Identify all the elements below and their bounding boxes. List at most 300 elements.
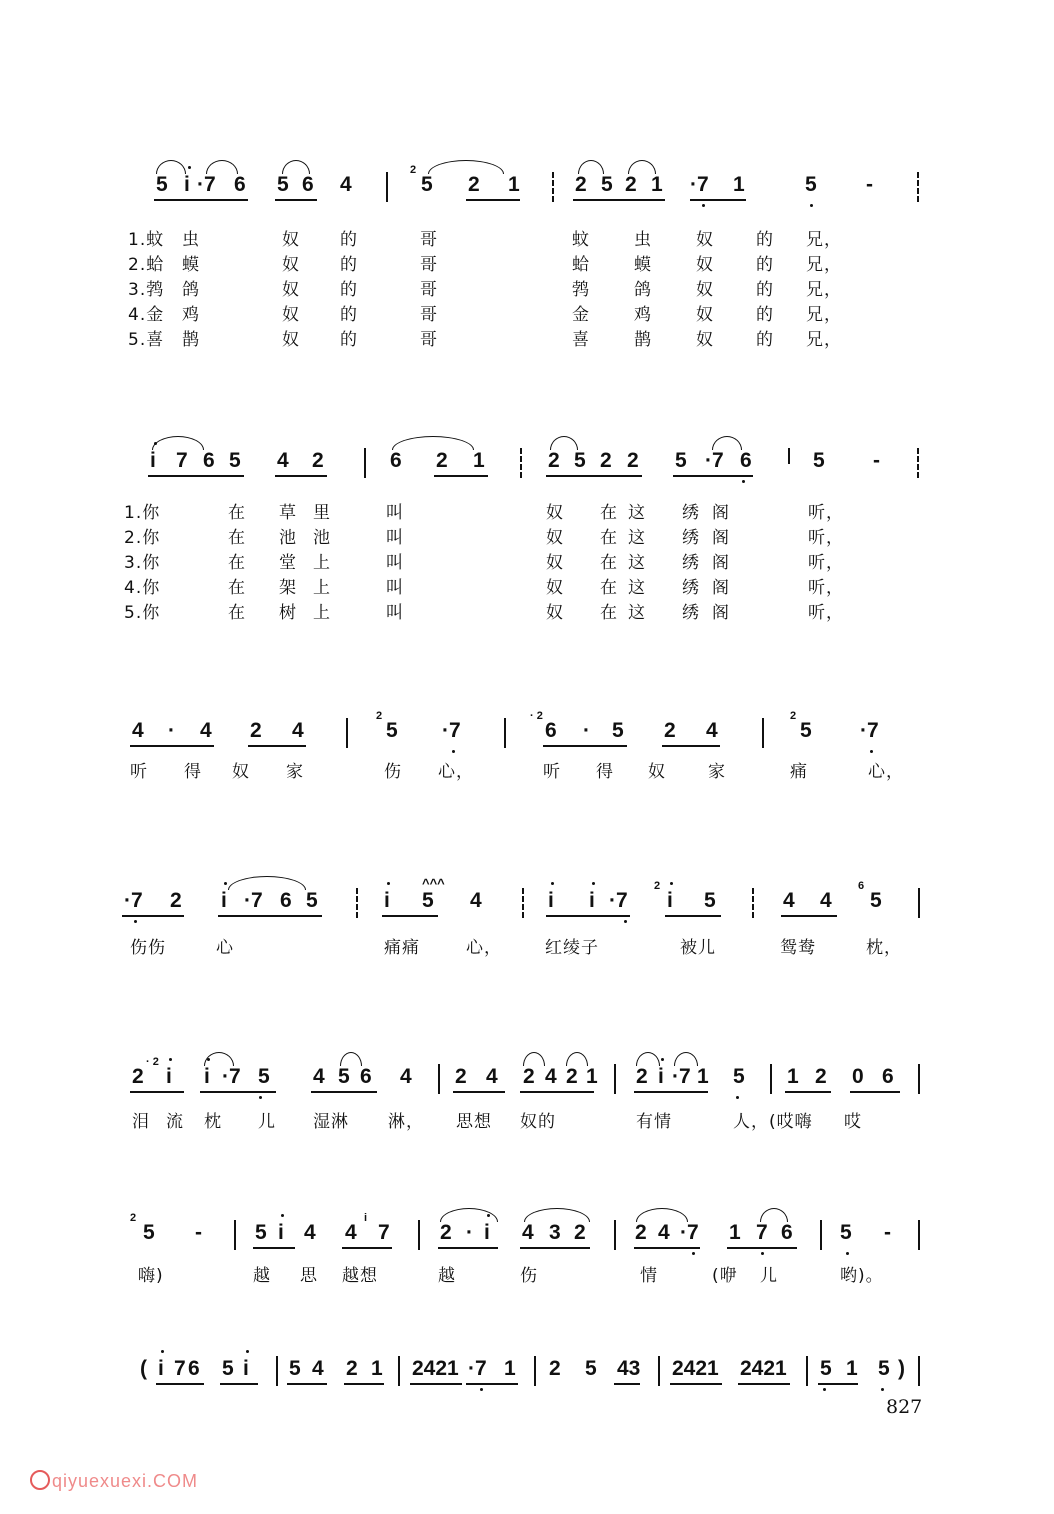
beam bbox=[122, 915, 184, 917]
lyric-syllable: 痛 bbox=[790, 762, 808, 782]
lyric-syllable: 哥 bbox=[420, 305, 438, 325]
octave-dot bbox=[246, 1350, 249, 1353]
beam bbox=[434, 475, 488, 477]
note: ·7 bbox=[468, 1357, 487, 1380]
octave-dot-low bbox=[259, 1096, 262, 1099]
lyric-syllable: 奴 bbox=[546, 553, 564, 573]
note: i bbox=[243, 1357, 249, 1380]
note: i bbox=[548, 889, 554, 912]
barline bbox=[658, 1356, 660, 1386]
lyric-syllable: 哥 bbox=[420, 330, 438, 350]
note: ·7 bbox=[672, 1065, 691, 1088]
lyric-syllable: 5.你 bbox=[124, 603, 161, 623]
lyric-syllable: 兄， bbox=[806, 305, 842, 325]
note: 1 bbox=[586, 1065, 598, 1088]
lyric-syllable: 在 bbox=[228, 528, 246, 548]
lyric-syllable: 痛痛 bbox=[384, 938, 420, 958]
lyric-syllable: 流 bbox=[166, 1112, 184, 1132]
lyric-syllable: 上 bbox=[313, 553, 331, 573]
lyric-syllable: 听， bbox=[808, 603, 844, 623]
lyric-syllable: (咿 bbox=[712, 1266, 738, 1286]
barline bbox=[346, 718, 348, 748]
note: 1 bbox=[473, 449, 485, 472]
lyric-syllable: 绣 bbox=[682, 603, 700, 623]
barline bbox=[398, 1356, 400, 1386]
barline bbox=[918, 1356, 920, 1386]
octave-dot-low bbox=[881, 1388, 884, 1391]
lyric-syllable: 心， bbox=[438, 762, 474, 782]
beam bbox=[410, 1383, 462, 1385]
lyric-syllable: 叫 bbox=[386, 603, 404, 623]
note: 5 bbox=[421, 173, 433, 196]
barline bbox=[418, 1220, 420, 1250]
note: · bbox=[583, 719, 590, 742]
lyric-syllable: 叫 bbox=[386, 503, 404, 523]
beam bbox=[148, 475, 244, 477]
lyric-syllable: 听， bbox=[808, 528, 844, 548]
note: 5 bbox=[574, 449, 586, 472]
octave-dot bbox=[169, 1058, 172, 1061]
lyric-syllable: 心， bbox=[868, 762, 904, 782]
lyric-syllable: 在 bbox=[228, 578, 246, 598]
octave-dot-low bbox=[702, 204, 705, 207]
note: ·7 bbox=[690, 173, 709, 196]
note: 5 bbox=[585, 1357, 597, 1380]
beam bbox=[311, 1091, 377, 1093]
octave-dot bbox=[551, 882, 554, 885]
note: 2 bbox=[625, 173, 637, 196]
note: 5 bbox=[870, 889, 882, 912]
octave-dot bbox=[224, 882, 227, 885]
note: 4 bbox=[313, 1065, 325, 1088]
lyric-syllable: 伤伤 bbox=[130, 938, 166, 958]
lyric-syllable: 绣 bbox=[682, 503, 700, 523]
slur bbox=[206, 160, 238, 174]
beam bbox=[275, 475, 327, 477]
lyric-syllable: 鹁 bbox=[572, 280, 590, 300]
lyric-syllable: 伤 bbox=[520, 1266, 538, 1286]
grace-note: 2 bbox=[410, 164, 417, 176]
note: · bbox=[168, 719, 175, 742]
note: 5 bbox=[222, 1357, 234, 1380]
barline bbox=[552, 172, 554, 202]
lyric-syllable: 哟)。 bbox=[840, 1266, 884, 1286]
note: 4 bbox=[486, 1065, 498, 1088]
slur bbox=[392, 436, 474, 450]
grace-note: 2 bbox=[130, 1212, 137, 1224]
beam bbox=[673, 475, 753, 477]
lyric-syllable: 鹊 bbox=[634, 330, 652, 350]
lyric-syllable: 虫 bbox=[634, 230, 652, 250]
octave-dot bbox=[661, 1058, 664, 1061]
lyric-syllable: 哥 bbox=[420, 255, 438, 275]
staff-line-7 bbox=[0, 1344, 1054, 1400]
beam bbox=[275, 199, 317, 201]
note: 2 bbox=[468, 173, 480, 196]
octave-dot bbox=[670, 882, 673, 885]
lyric-syllable: 奴 bbox=[696, 280, 714, 300]
lyric-syllable: 的 bbox=[340, 330, 358, 350]
lyric-syllable: 阁 bbox=[712, 578, 730, 598]
lyric-syllable: 心， bbox=[466, 938, 502, 958]
lyric-syllable: 红绫子 bbox=[545, 938, 599, 958]
note: 5 bbox=[820, 1357, 832, 1380]
barline bbox=[614, 1220, 616, 1250]
lyric-syllable: 泪 bbox=[132, 1112, 150, 1132]
beam bbox=[670, 1383, 722, 1385]
lyric-syllable: 家 bbox=[286, 762, 304, 782]
lyric-syllable: 绣 bbox=[682, 553, 700, 573]
lyric-syllable: 的 bbox=[340, 230, 358, 250]
lyric-syllable: 越想 bbox=[342, 1266, 378, 1286]
lyric-syllable: 兄， bbox=[806, 255, 842, 275]
beam bbox=[466, 1383, 518, 1385]
octave-dot-low bbox=[736, 1096, 739, 1099]
lyric-syllable: 心 bbox=[216, 938, 234, 958]
note: ·7 bbox=[705, 449, 724, 472]
beam bbox=[665, 915, 721, 917]
barline bbox=[364, 448, 366, 478]
lyric-syllable: 思想 bbox=[456, 1112, 492, 1132]
note: 4 bbox=[277, 449, 289, 472]
note: 5 bbox=[601, 173, 613, 196]
note: i bbox=[166, 1065, 172, 1088]
beam bbox=[781, 915, 837, 917]
lyric-syllable: 淋， bbox=[388, 1112, 424, 1132]
lyric-syllable: 绣 bbox=[682, 578, 700, 598]
octave-dot-low bbox=[624, 920, 627, 923]
note: i bbox=[384, 889, 390, 912]
slur bbox=[523, 1052, 545, 1066]
barline bbox=[770, 1064, 772, 1094]
lyric-syllable: 这 bbox=[628, 578, 646, 598]
lyric-syllable: 2.你 bbox=[124, 528, 161, 548]
octave-dot-low bbox=[810, 204, 813, 207]
watermark-text: qiyuexuexi.COM bbox=[52, 1471, 199, 1491]
trill-mark: ^^^ bbox=[422, 876, 445, 891]
note: 2 bbox=[440, 1221, 452, 1244]
lyric-syllable: 奴 bbox=[546, 603, 564, 623]
octave-dot-low bbox=[134, 920, 137, 923]
note: 7 bbox=[176, 449, 188, 472]
beam bbox=[453, 1091, 505, 1093]
note: 4 bbox=[200, 719, 212, 742]
octave-dot-low bbox=[692, 1252, 695, 1255]
octave-dot bbox=[487, 1214, 490, 1217]
note: 6 bbox=[882, 1065, 894, 1088]
note: · bbox=[466, 1221, 473, 1244]
note: 5 bbox=[277, 173, 289, 196]
lyric-syllable: 的 bbox=[340, 280, 358, 300]
lyric-syllable: 在 bbox=[228, 553, 246, 573]
lyric-syllable: 得 bbox=[184, 762, 202, 782]
barline bbox=[520, 448, 522, 478]
lyric-syllable: 鸽 bbox=[182, 280, 200, 300]
barline bbox=[276, 1356, 278, 1386]
note: ·7 bbox=[124, 889, 143, 912]
lyric-syllable: 越 bbox=[253, 1266, 271, 1286]
lyric-syllable: 奴 bbox=[648, 762, 666, 782]
lyric-syllable: 这 bbox=[628, 528, 646, 548]
slur bbox=[282, 160, 310, 174]
note: 6 bbox=[360, 1065, 372, 1088]
lyric-syllable: 这 bbox=[628, 503, 646, 523]
lyric-syllable: 哥 bbox=[420, 280, 438, 300]
note: 2 bbox=[636, 1065, 648, 1088]
lyric-syllable: 树 bbox=[279, 603, 297, 623]
note: ·7 bbox=[609, 889, 628, 912]
lyric-syllable: 听， bbox=[808, 578, 844, 598]
barline bbox=[917, 172, 919, 202]
barline bbox=[752, 888, 754, 918]
lyric-syllable: 1.你 bbox=[124, 503, 161, 523]
slur bbox=[228, 876, 306, 890]
octave-dot-low bbox=[742, 480, 745, 483]
note: i bbox=[278, 1221, 284, 1244]
lyric-syllable: 奴 bbox=[282, 255, 300, 275]
slur bbox=[712, 436, 742, 450]
note: 5 bbox=[143, 1221, 155, 1244]
slur bbox=[636, 1052, 660, 1066]
lyric-syllable: 奴 bbox=[232, 762, 250, 782]
note: 2 bbox=[566, 1065, 578, 1088]
lyric-syllable: 的 bbox=[756, 230, 774, 250]
note: 7 bbox=[174, 1357, 186, 1380]
lyric-syllable: 兄， bbox=[806, 280, 842, 300]
lyric-syllable: 儿 bbox=[760, 1266, 778, 1286]
lyric-syllable: 奴 bbox=[696, 305, 714, 325]
beam bbox=[546, 475, 642, 477]
note: 5 bbox=[805, 173, 817, 196]
lyric-syllable: 的 bbox=[756, 330, 774, 350]
note: 1 bbox=[504, 1357, 516, 1380]
barline bbox=[806, 1356, 808, 1386]
octave-dot-low bbox=[846, 1252, 849, 1255]
beam bbox=[287, 1383, 327, 1385]
note: 4 bbox=[522, 1221, 534, 1244]
note: 2 bbox=[170, 889, 182, 912]
lyric-syllable: 3.你 bbox=[124, 553, 161, 573]
note: 5 bbox=[840, 1221, 852, 1244]
beam bbox=[520, 1091, 594, 1093]
lyric-syllable: 枕， bbox=[866, 938, 902, 958]
lyric-syllable: 的 bbox=[756, 255, 774, 275]
lyric-syllable: 奴 bbox=[696, 255, 714, 275]
lyric-syllable: 池 bbox=[313, 528, 331, 548]
beam bbox=[543, 745, 627, 747]
lyric-syllable: 鸽 bbox=[634, 280, 652, 300]
note: 6 bbox=[203, 449, 215, 472]
beam bbox=[342, 1247, 392, 1249]
note: 1 bbox=[733, 173, 745, 196]
lyric-syllable: 家 bbox=[708, 762, 726, 782]
note: i bbox=[204, 1065, 210, 1088]
lyric-syllable: 绣 bbox=[682, 528, 700, 548]
lyric-syllable: 里 bbox=[313, 503, 331, 523]
note: - bbox=[873, 449, 880, 472]
lyric-syllable: 鸳鸯 bbox=[780, 938, 816, 958]
lyric-syllable: 阁 bbox=[712, 528, 730, 548]
octave-dot-low bbox=[480, 1388, 483, 1391]
barline bbox=[534, 1356, 536, 1386]
note: ) bbox=[898, 1357, 905, 1380]
note: 2 bbox=[250, 719, 262, 742]
lyric-syllable: 奴 bbox=[282, 330, 300, 350]
note: 2 bbox=[455, 1065, 467, 1088]
barline bbox=[386, 172, 388, 202]
lyric-syllable: 蚊 bbox=[572, 230, 590, 250]
grace-note: 2 bbox=[790, 710, 797, 722]
note: i bbox=[484, 1221, 490, 1244]
octave-dot bbox=[592, 882, 595, 885]
note: 6 bbox=[234, 173, 246, 196]
note: i bbox=[589, 889, 595, 912]
note: ·7 bbox=[680, 1221, 699, 1244]
beam bbox=[634, 1091, 708, 1093]
lyric-syllable: 奴 bbox=[282, 280, 300, 300]
lyric-syllable: 湿淋 bbox=[313, 1112, 349, 1132]
lyric-syllable: 阁 bbox=[712, 603, 730, 623]
slur bbox=[566, 1052, 588, 1066]
note: 5 bbox=[422, 889, 434, 912]
note: 7 bbox=[756, 1221, 768, 1244]
lyric-syllable: 嗨) bbox=[138, 1266, 164, 1286]
note: 6 bbox=[188, 1357, 200, 1380]
barline bbox=[522, 888, 524, 918]
note: 4 bbox=[400, 1065, 412, 1088]
staff-line-1 bbox=[0, 160, 1054, 216]
lyric-syllable: 越 bbox=[438, 1266, 456, 1286]
note: ·7 bbox=[244, 889, 263, 912]
lyric-syllable: 5.喜 bbox=[128, 330, 165, 350]
beam bbox=[785, 1091, 831, 1093]
note: 5 bbox=[813, 449, 825, 472]
lyric-syllable: 在 bbox=[228, 503, 246, 523]
note: ·7 bbox=[442, 719, 461, 742]
lyric-syllable: 1.蚊 bbox=[128, 230, 165, 250]
barline bbox=[356, 888, 358, 918]
lyric-syllable: 在 bbox=[600, 528, 618, 548]
note: 5 bbox=[386, 719, 398, 742]
lyric-syllable: 鸡 bbox=[182, 305, 200, 325]
lyric-syllable: 的 bbox=[756, 280, 774, 300]
note: 6 bbox=[545, 719, 557, 742]
lyric-syllable: 奴 bbox=[696, 230, 714, 250]
note: 2 bbox=[664, 719, 676, 742]
note: 4 bbox=[783, 889, 795, 912]
staff-line-6 bbox=[0, 1208, 1054, 1264]
note: 1 bbox=[846, 1357, 858, 1380]
barline bbox=[438, 1064, 440, 1094]
site-watermark bbox=[30, 1470, 198, 1492]
beam bbox=[662, 745, 720, 747]
lyric-syllable: 奴 bbox=[546, 528, 564, 548]
barline bbox=[917, 448, 919, 478]
lyric-syllable: 听， bbox=[808, 503, 844, 523]
note: 2421 bbox=[672, 1357, 719, 1380]
note: - bbox=[884, 1221, 891, 1244]
lyric-syllable: 在 bbox=[600, 503, 618, 523]
lyric-syllable: 枕 bbox=[204, 1112, 222, 1132]
note: 5 bbox=[156, 173, 168, 196]
note: 4 bbox=[340, 173, 352, 196]
note: 2 bbox=[549, 1357, 561, 1380]
page-number: 827 bbox=[886, 1396, 923, 1418]
note: 1 bbox=[787, 1065, 799, 1088]
beam bbox=[438, 1247, 498, 1249]
grace-note: 2 bbox=[376, 710, 383, 722]
staff-line-2 bbox=[0, 436, 1054, 492]
note: 6 bbox=[390, 449, 402, 472]
beam bbox=[344, 1383, 384, 1385]
note: i bbox=[150, 449, 156, 472]
lyric-syllable: 在 bbox=[600, 553, 618, 573]
barline bbox=[918, 888, 920, 918]
slur bbox=[156, 160, 186, 174]
lyric-syllable: 奴 bbox=[282, 305, 300, 325]
lyric-syllable: 得 bbox=[596, 762, 614, 782]
note: 2 bbox=[548, 449, 560, 472]
note: 5 bbox=[612, 719, 624, 742]
octave-dot bbox=[161, 1350, 164, 1353]
lyric-syllable: 上 bbox=[313, 603, 331, 623]
note: 2 bbox=[312, 449, 324, 472]
slur bbox=[428, 160, 504, 174]
lyric-syllable: 情 bbox=[640, 1266, 658, 1286]
beam bbox=[130, 1091, 184, 1093]
octave-dot-low bbox=[823, 1388, 826, 1391]
slur bbox=[578, 160, 604, 174]
beam bbox=[573, 199, 665, 201]
note: 5 bbox=[675, 449, 687, 472]
barline bbox=[918, 1220, 920, 1250]
lyric-syllable: 叫 bbox=[386, 553, 404, 573]
staff-line-5 bbox=[0, 1052, 1054, 1108]
beam bbox=[200, 1091, 276, 1093]
note: 6 bbox=[302, 173, 314, 196]
beam bbox=[248, 745, 306, 747]
note: 5 bbox=[733, 1065, 745, 1088]
note: 4 bbox=[658, 1221, 670, 1244]
note: 1 bbox=[651, 173, 663, 196]
note: i bbox=[184, 173, 190, 196]
note: 5 bbox=[258, 1065, 270, 1088]
lyric-syllable: 听 bbox=[543, 762, 561, 782]
beam bbox=[850, 1091, 900, 1093]
lyric-syllable: 听 bbox=[130, 762, 148, 782]
barline bbox=[504, 718, 506, 748]
note: 4 bbox=[312, 1357, 324, 1380]
lyric-syllable: 架 bbox=[279, 578, 297, 598]
octave-dot bbox=[281, 1214, 284, 1217]
note: 2 bbox=[627, 449, 639, 472]
note: 2 bbox=[436, 449, 448, 472]
slur bbox=[524, 1208, 590, 1222]
note: 2 bbox=[132, 1065, 144, 1088]
lyric-syllable: 阁 bbox=[712, 503, 730, 523]
note: 5 bbox=[289, 1357, 301, 1380]
lyric-syllable: 喜 bbox=[572, 330, 590, 350]
grace-note: · 2 bbox=[530, 710, 543, 722]
lyric-syllable: 虫 bbox=[182, 230, 200, 250]
note: i bbox=[158, 1357, 164, 1380]
note: i bbox=[658, 1065, 664, 1088]
note: 2 bbox=[635, 1221, 647, 1244]
note: 4 bbox=[470, 889, 482, 912]
lyric-syllable: 伤 bbox=[384, 762, 402, 782]
note: 4 bbox=[304, 1221, 316, 1244]
slur bbox=[340, 1052, 362, 1066]
